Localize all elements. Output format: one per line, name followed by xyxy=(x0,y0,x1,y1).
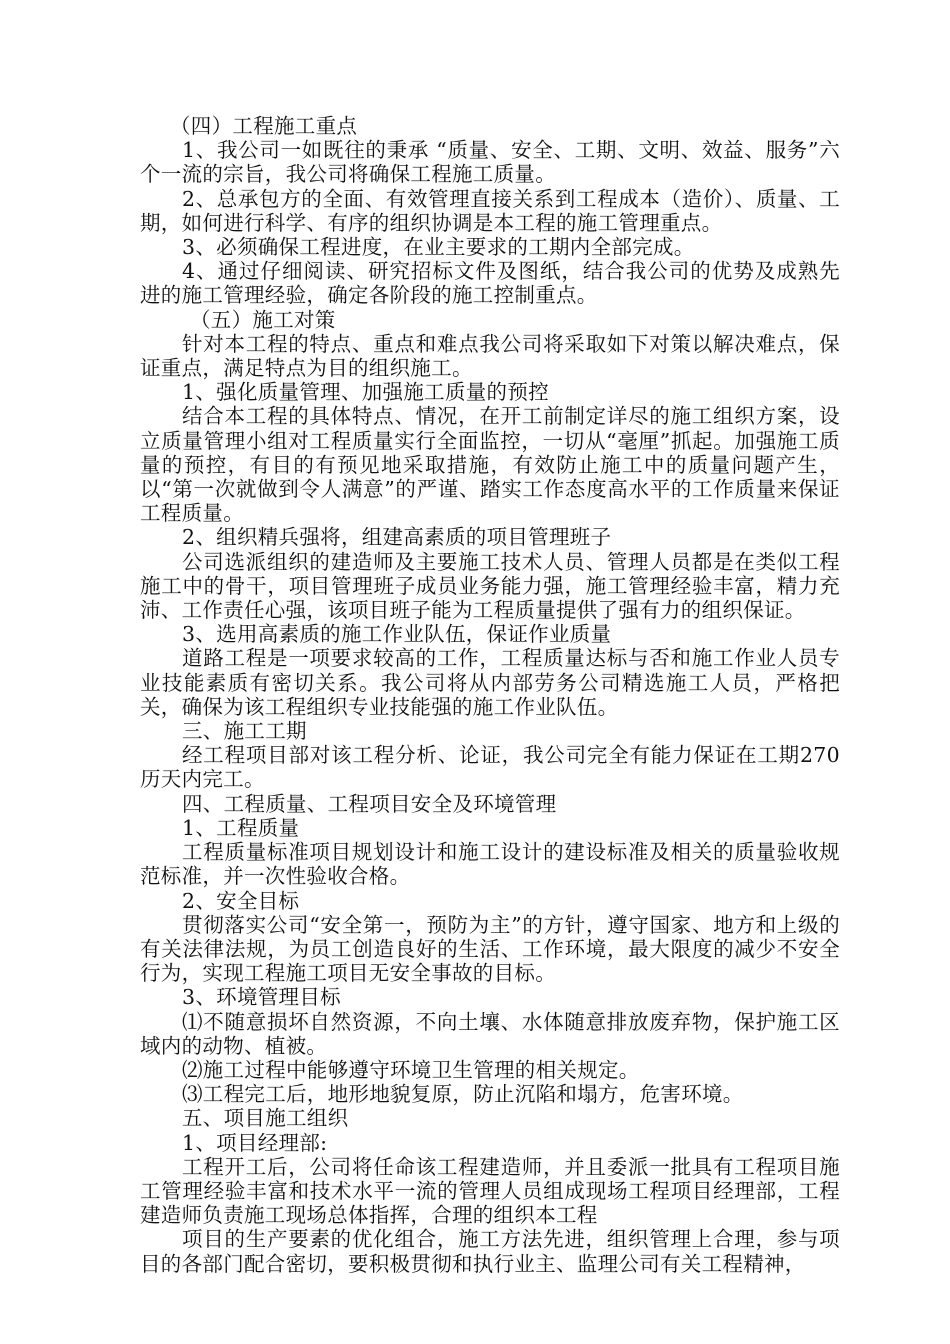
paragraph: ⑴不随意损坏自然资源，不向土壤、水体随意排放废弃物，保护施工区域内的动物、植被。 xyxy=(140,1009,840,1058)
paragraph: 3、选用高素质的施工作业队伍，保证作业质量 xyxy=(182,622,612,647)
paragraph: 2、总承包方的全面、有效管理直接关系到工程成本（造价）、质量、工期，如何进行科学、有序的组织协调是本工程的施工管理重点。 xyxy=(140,186,840,235)
paragraph: 项目的生产要素的优化组合，施工方法先进，组织管理上合理，参与项目的各部门配合密切，要积极贯彻和执行业主、监理公司有关工程精神， xyxy=(140,1227,840,1276)
paragraph: 3、环境管理目标 xyxy=(182,985,341,1010)
paragraph: （五）施工对策 xyxy=(190,307,336,332)
paragraph: 工程质量标准项目规划设计和施工设计的建设标准及相关的质量验收规范标准，并一次性验收合格。 xyxy=(140,840,840,889)
paragraph: 道路工程是一项要求较高的工作，工程质量达标与否和施工作业人员专业技能素质有密切关系。我公司将从内部劳务公司精选施工人员，严格把关，确保为该工程组织专业技能强的施工作业队伍。 xyxy=(140,646,840,719)
document-body xyxy=(140,114,840,1276)
paragraph: （四）工程施工重点 xyxy=(170,114,358,138)
paragraph: 公司选派组织的建造师及主要施工技术人员、管理人员都是在类似工程施工中的骨干，项目管理班子成员业务能力强，施工管理经验丰富，精力充沛、工作责任心强，该项目班子能为工程质量提供了强有力的组织保证。 xyxy=(140,549,840,623)
paragraph: 1、我公司一如既往的秉承 “质量、安全、工期、文明、效益、服务”六个一流的宗旨，我公司将确保工程施工质量。 xyxy=(140,138,840,187)
paragraph: 1、项目经理部: xyxy=(182,1130,328,1155)
paragraph: 结合本工程的具体特点、情况，在开工前制定详尽的施工组织方案，设立质量管理小组对工程质量实行全面监控，一切从“毫厘”抓起。加强施工质量的预控，有目的有预见地采取措施，有效防止施工中的质量问题产生，以“第一次就做到令人满意”的严谨、踏实工作态度高水平的工作质量来保证工程质量。 xyxy=(140,404,840,526)
paragraph: 三、施工工期 xyxy=(182,719,307,744)
paragraph: 针对本工程的特点、重点和难点我公司将采取如下对策以解决难点，保证重点，满足特点为目的组织施工。 xyxy=(140,331,840,381)
paragraph: 四、工程质量、工程项目安全及环境管理 xyxy=(182,791,557,816)
paragraph: 工程开工后，公司将任命该工程建造师，并且委派一批具有工程项目施工管理经验丰富和技术水平一流的管理人员组成现场工程项目经理部，工程建造师负责施工现场总体指挥，合理的组织本工程 xyxy=(140,1154,840,1228)
paragraph: 经工程项目部对该工程分析、论证，我公司完全有能力保证在工期270历天内完工。 xyxy=(140,743,840,792)
paragraph: 2、组织精兵强将，组建高素质的项目管理班子 xyxy=(182,525,612,550)
paragraph: ⑵施工过程中能够遵守环境卫生管理的相关规定。 xyxy=(182,1057,640,1082)
paragraph: 五、项目施工组织 xyxy=(182,1106,349,1131)
paragraph: 2、安全目标 xyxy=(182,888,300,913)
paragraph: ⑶工程完工后，地形地貌复原，防止沉陷和塌方，危害环境。 xyxy=(182,1082,744,1107)
paragraph: 1、工程质量 xyxy=(182,815,300,840)
paragraph: 3、必须确保工程进度，在业主要求的工期内全部完成。 xyxy=(182,235,695,260)
paragraph: 4、通过仔细阅读、研究招标文件及图纸，结合我公司的优势及成熟先进的施工管理经验，确定各阶段的施工控制重点。 xyxy=(140,259,840,308)
paragraph: 贯彻落实公司“安全第一，预防为主”的方针，遵守国家、地方和上级的有关法律法规，为员工创造良好的生活、工作环境，最大限度的减少不安全行为，实现工程施工项目无安全事故的目标。 xyxy=(140,912,840,986)
paragraph: 1、强化质量管理、加强施工质量的预控 xyxy=(182,380,549,405)
